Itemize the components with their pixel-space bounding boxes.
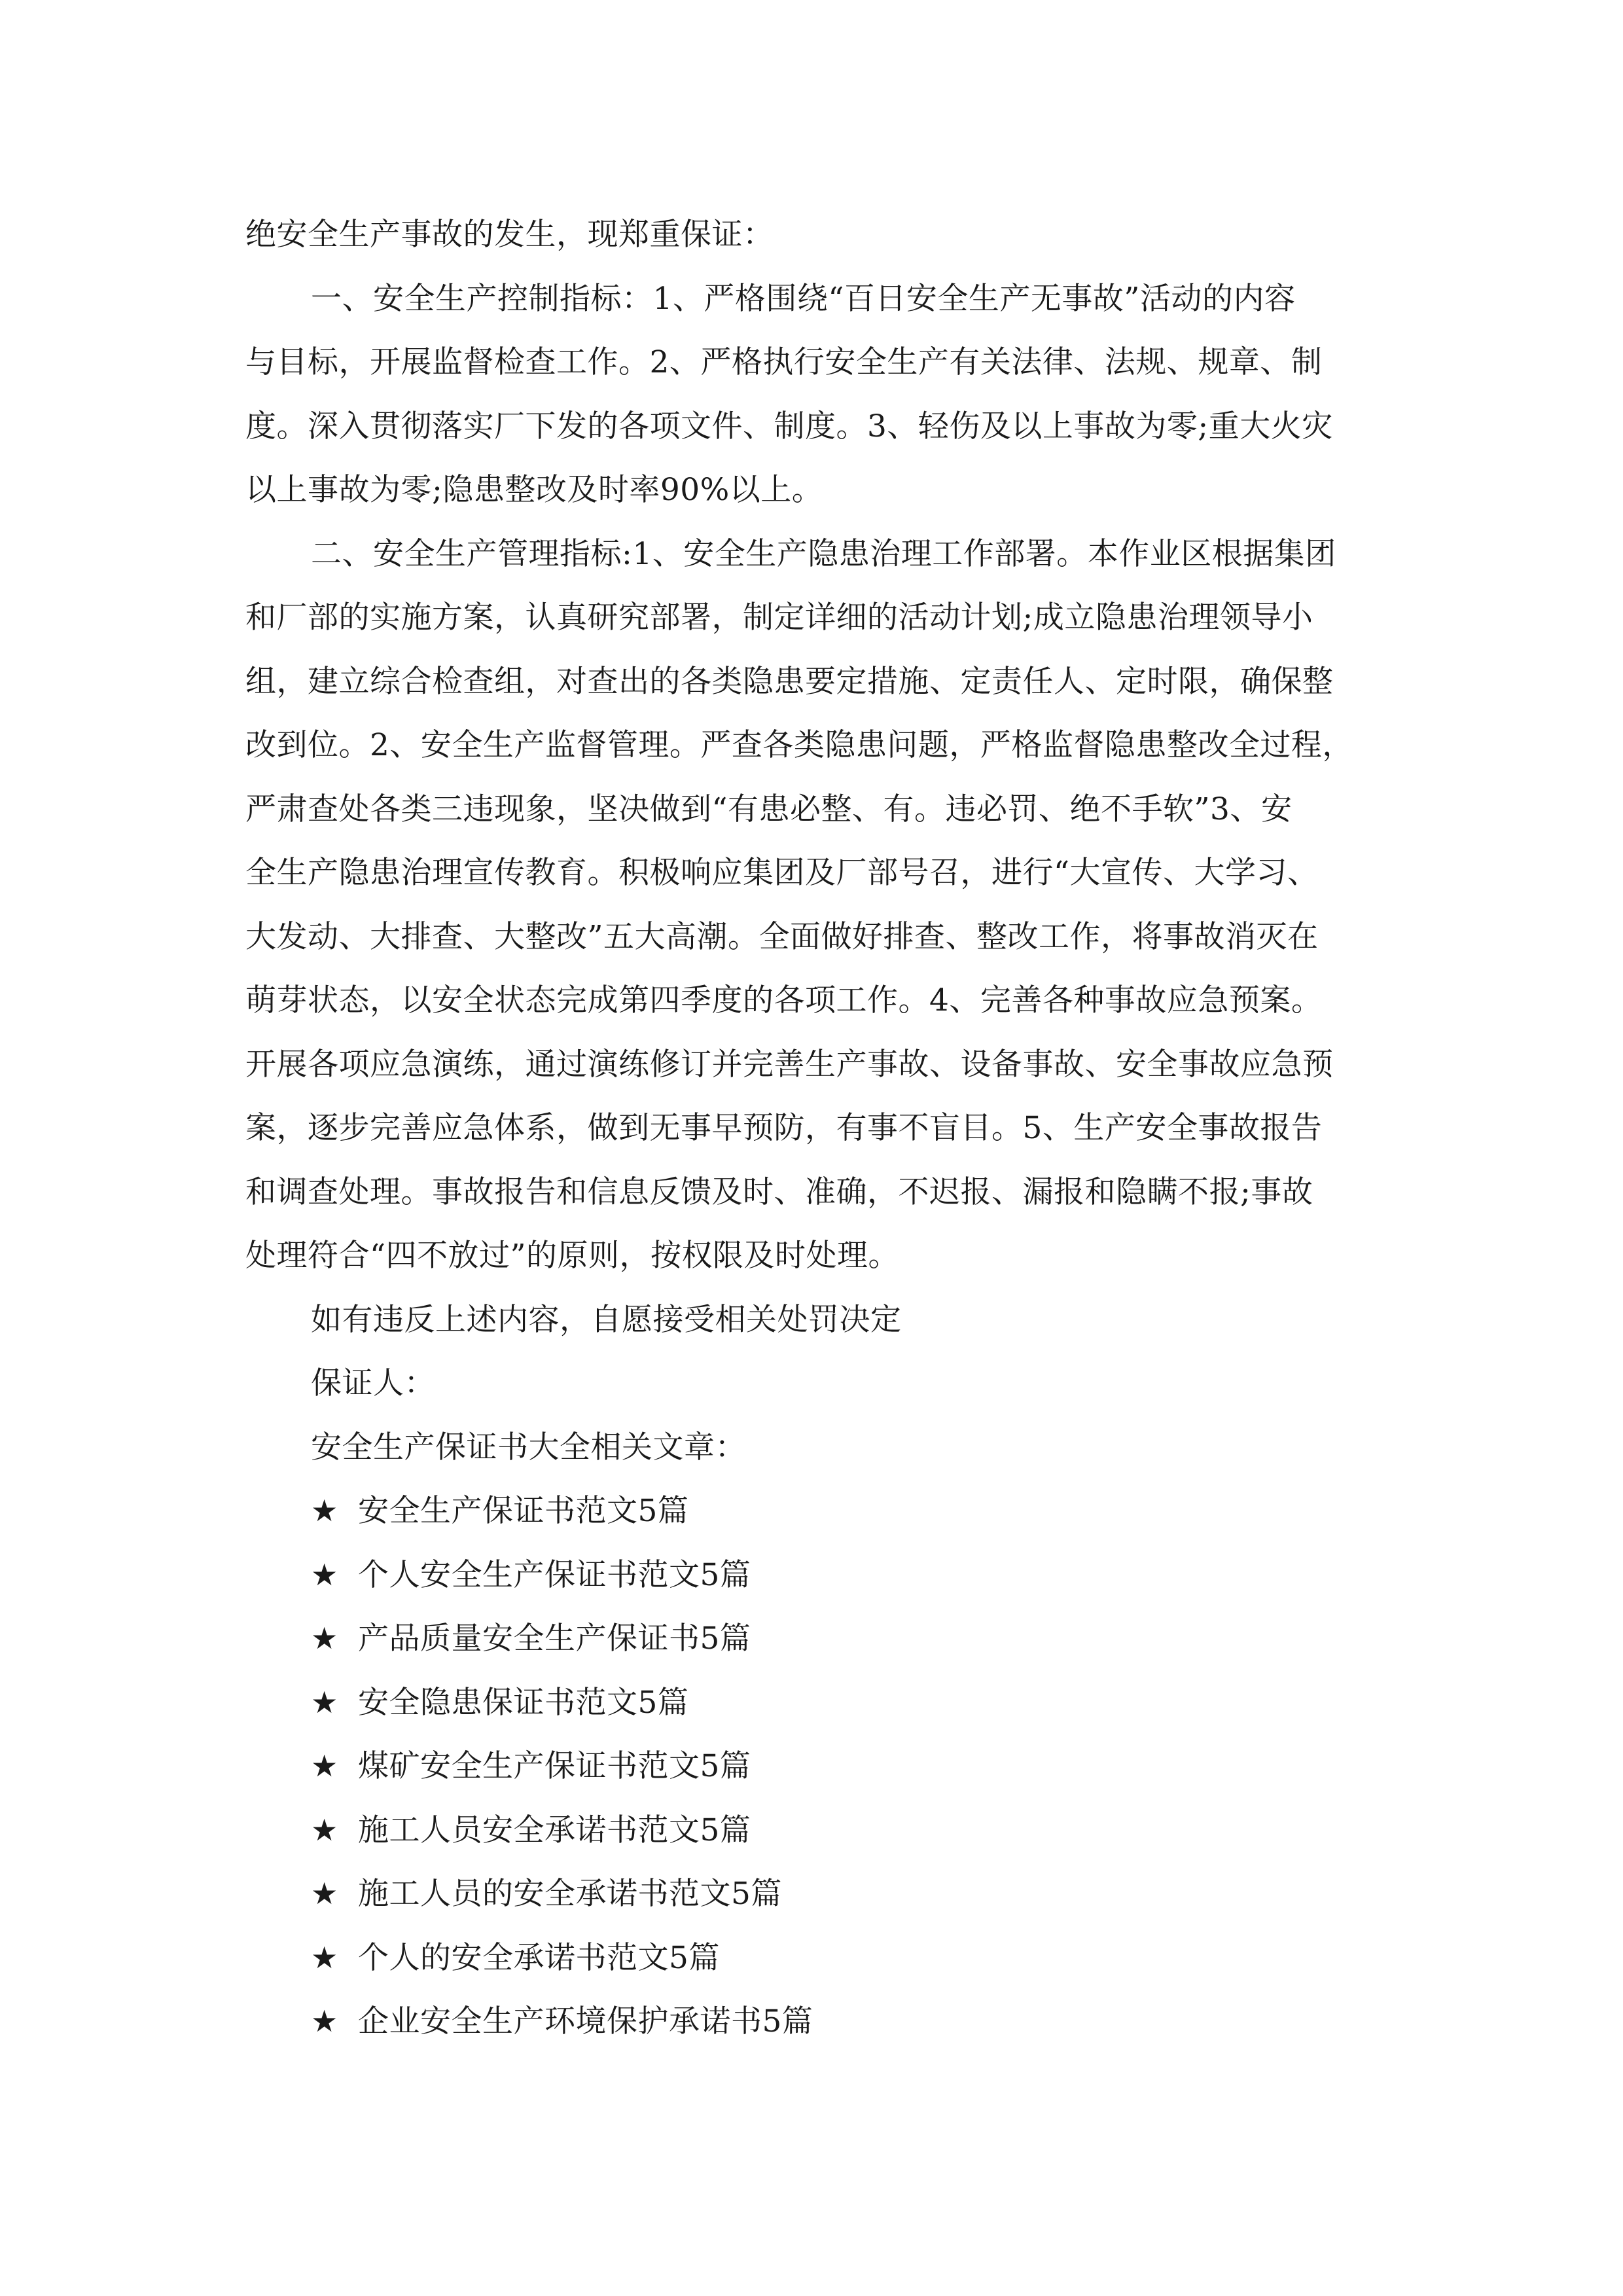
- text-line: 严肃查处各类三违现象，坚决做到“有患必整、有。违必罚、绝不手软”3、安: [245, 791, 1293, 827]
- related-article-item[interactable]: [245, 1543, 1397, 1607]
- text-line: 保证人：: [311, 1365, 435, 1401]
- related-articles-list: [245, 1479, 1397, 2054]
- star-icon: ★: [311, 1684, 338, 1720]
- text-line: 大发动、大排查、大整改”五大高潮。全面做好排查、整改工作，将事故消灭在: [245, 918, 1319, 955]
- related-article-title[interactable]: 产品质量安全生产保证书5篇: [358, 1621, 751, 1657]
- related-article-title[interactable]: 安全隐患保证书范文5篇: [358, 1684, 689, 1721]
- related-article-title[interactable]: 施工人员的安全承诺书范文5篇: [358, 1876, 782, 1912]
- text-line: 萌芽状态，以安全状态完成第四季度的各项工作。4、完善各种事故应急预案。: [245, 982, 1323, 1018]
- text-line: 以上事故为零;隐患整改及时率90%以上。: [245, 472, 823, 508]
- text-line: 开展各项应急演练，通过演练修订并完善生产事故、设备事故、安全事故应急预: [245, 1046, 1334, 1083]
- related-article-title[interactable]: 安全生产保证书范文5篇: [358, 1493, 689, 1529]
- star-icon: ★: [311, 1939, 338, 1975]
- text-line: 和厂部的实施方案，认真研究部署，制定详细的活动计划;成立隐患治理领导小: [245, 600, 1313, 636]
- text-line: 处理符合“四不放过”的原则，按权限及时处理。: [245, 1238, 900, 1274]
- related-article-item[interactable]: [245, 1607, 1397, 1671]
- related-article-item[interactable]: [245, 1926, 1397, 1990]
- related-article-title[interactable]: 个人的安全承诺书范文5篇: [358, 1939, 720, 1976]
- related-article-title[interactable]: 企业安全生产环境保护承诺书5篇: [358, 2003, 813, 2039]
- text-line: 全生产隐患治理宣传教育。积极响应集团及厂部号召，进行“大宣传、大学习、: [245, 855, 1319, 891]
- related-article-item[interactable]: [245, 1479, 1397, 1543]
- related-article-item[interactable]: [245, 1862, 1397, 1926]
- text-line: 一、安全生产控制指标：1、严格围绕“百日安全生产无事故”活动的内容: [311, 280, 1296, 317]
- text-line: 案，逐步完善应急体系，做到无事早预防，有事不盲目。5、生产安全事故报告: [245, 1110, 1323, 1146]
- star-icon: ★: [311, 1812, 338, 1848]
- text-line: 如有违反上述内容，自愿接受相关处罚决定: [311, 1301, 902, 1338]
- related-article-title[interactable]: 个人安全生产保证书范文5篇: [358, 1556, 751, 1593]
- related-article-item[interactable]: [245, 1799, 1397, 1863]
- text-line: 组，建立综合检查组，对查出的各类隐患要定措施、定责任人、定时限，确保整: [245, 663, 1334, 700]
- text-line: 度。深入贯彻落实厂下发的各项文件、制度。3、轻伤及以上事故为零;重大火灾: [245, 408, 1333, 444]
- related-article-item[interactable]: [245, 1734, 1397, 1799]
- text-line: 和调查处理。事故报告和信息反馈及时、准确，不迟报、漏报和隐瞒不报;事故: [245, 1174, 1313, 1210]
- star-icon: ★: [311, 1876, 338, 1911]
- star-icon: ★: [311, 1556, 338, 1592]
- document-body: [245, 203, 1397, 1479]
- star-icon: ★: [311, 1493, 338, 1528]
- text-line: 与目标，开展监督检查工作。2、严格执行安全生产有关法律、法规、规章、制: [245, 344, 1323, 380]
- related-article-title[interactable]: 施工人员安全承诺书范文5篇: [358, 1812, 751, 1848]
- text-line: 改到位。2、安全生产监督管理。严查各类隐患问题，严格监督隐患整改全过程，: [245, 727, 1353, 763]
- star-icon: ★: [311, 1748, 338, 1784]
- text-line: 二、安全生产管理指标:1、安全生产隐患治理工作部署。本作业区根据集团: [311, 535, 1336, 572]
- star-icon: ★: [311, 1621, 338, 1656]
- document-page: [245, 203, 1397, 2054]
- related-article-title[interactable]: 煤矿安全生产保证书范文5篇: [358, 1748, 751, 1784]
- text-line: 安全生产保证书大全相关文章：: [311, 1429, 746, 1465]
- related-article-item[interactable]: [245, 1990, 1397, 2054]
- related-article-item[interactable]: [245, 1671, 1397, 1735]
- text-line: 绝安全生产事故的发生，现郑重保证：: [245, 217, 774, 253]
- star-icon: ★: [311, 2003, 338, 2039]
